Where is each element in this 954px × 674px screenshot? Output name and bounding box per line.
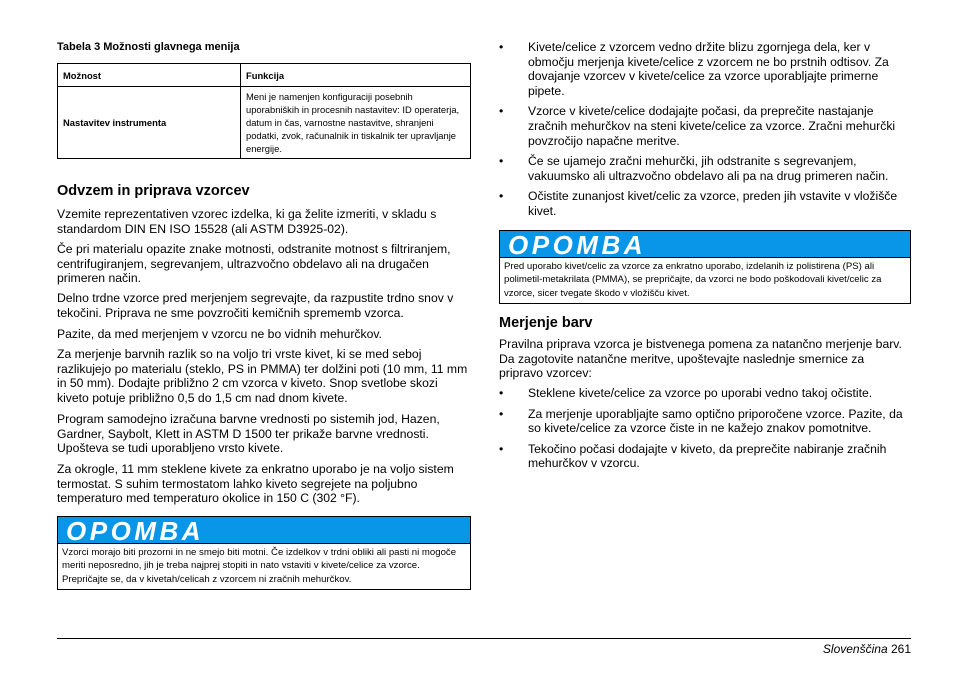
note-box: [57, 516, 471, 590]
main-menu-options-table: [57, 63, 471, 159]
list-item: • Kivete/celice z vzorcem vedno držite blizu zgornjega dela, ker v območju merjenja kivete/celice z vzorcem ne bo prstnih odtisov. Za dovajanje vzorcev v kivete/celice za vzorce uporabljajte primerne pipete.: [499, 40, 911, 98]
paragraph: Če pri materialu opazite znake motnosti, odstranite motnost s filtriranjem, centrifugiranjem, segrevanjem, ultrazvočno obdelavo ali na drugačen primeren način.: [57, 242, 451, 286]
column-header-function: Funkcija: [241, 64, 471, 87]
note-title: OPOMBA: [500, 231, 910, 258]
table-caption: Tabela 3 Možnosti glavnega menija: [57, 41, 240, 53]
list-item: • Vzorce v kivete/celice dodajajte počasi, da preprečite nastajanje zračnih mehurčkov na steni kivete/celice za vzorce. Zračni mehurčki povzročijo napačne meritve.: [499, 104, 911, 148]
list-item: • Če se ujamejo zračni mehurčki, jih odstranite s segrevanjem, vakuumsko ali ultrazvočno obdelavo ali pa na drug primeren način.: [499, 154, 911, 183]
paragraph: Za merjenje barvnih razlik so na voljo tri vrste kivet, ki se med seboj razlikujejo po materialu (steklo, PS in PMMA) ter dolžini poti (10 mm, 11 mm in 50 mm). Dodajte približno 2 cm vzorca v kiveto. Snop svetlobe skozi kiveto potuje približno 0,5 do 1,5 cm nad dnom kivete.: [57, 347, 468, 405]
paragraph: Program samodejno izračuna barvne vrednosti po sistemih jod, Hazen, Gardner, Saybolt, Klett in ASTM D 1500 ter prikaže barvne vrednosti. Upošteva se tudi uporabljeno vrsto kivete.: [57, 412, 440, 456]
footer-divider: [57, 638, 911, 639]
page-footer: [823, 642, 911, 656]
list-item: • Steklene kivete/celice za vzorce po uporabi vedno takoj očistite.: [499, 386, 911, 401]
column-header-option: Možnost: [58, 64, 241, 87]
list-item: • Očistite zunanjost kivet/celic za vzorce, preden jih vstavite v vložišče kivet.: [499, 189, 911, 218]
bullet-list-handling: [499, 40, 911, 219]
list-item: • Tekočino počasi dodajajte v kiveto, da preprečite nabiranje zračnih mehurčkov v vzorcu.: [499, 442, 911, 471]
note-box: [499, 230, 911, 304]
paragraph: Pravilna priprava vzorca je bistvenega pomena za natančno merjenje barv. Da zagotovite natančne meritve, upoštevajte naslednje smernice za pripravo vzorcev:: [499, 337, 902, 381]
option-cell: Nastavitev instrumenta: [58, 87, 241, 159]
footer-language: Slovenščina: [822, 642, 888, 656]
list-item: • Za merjenje uporabljajte samo optično priporočene vzorce. Pazite, da so kivete/celice za vzorce čiste in ne kažejo znakov pomotnitve.: [499, 407, 911, 436]
note-text: Pred uporabo kivet/celic za vzorce za enkratno uporabo, izdelanih iz polistirena (PS) ali polimetil-metakrilata (PMMA), se prepričajte, da vzorci ne bodo poškodovali kivet/celic za vzorce, sicer tvegate škodo v vložišču kivet.: [504, 261, 882, 299]
section-heading-color-measurement: Merjenje barv: [499, 315, 593, 331]
paragraph: Pazite, da med merjenjem v vzorcu ne bo vidnih mehurčkov.: [57, 327, 382, 341]
page-number: 261: [890, 642, 911, 656]
note-text: Vzorci morajo biti prozorni in ne smejo biti motni. Če izdelkov v trdni obliki ali pasti ni mogoče meriti neposredno, jih je treba najprej stopiti in nato vstaviti v kivete/celice za vzorce. Prepričajte se, da v kivetah/celicah z vzorcem ni zračnih mehurčkov.: [62, 547, 457, 585]
note-title: OPOMBA: [58, 517, 470, 544]
bullet-list-guidelines: [499, 386, 911, 471]
paragraph: Za okrogle, 11 mm steklene kivete za enkratno uporabo je na voljo sistem termostat. S suhim termostatom lahko kiveto segrejete na poljubno temperaturo med temperaturo okolice in 150 C (302 °F).: [57, 462, 454, 506]
table-row: [58, 87, 471, 159]
section-heading-sampling: Odvzem in priprava vzorcev: [57, 183, 250, 199]
paragraph: Vzemite reprezentativen vzorec izdelka, ki ga želite izmeriti, v skladu s standardom DIN EN ISO 15528 (ali ASTM D3925-02).: [57, 207, 437, 236]
paragraph: Delno trdne vzorce pred merjenjem segrevajte, da razpustite trdno snov v tekočini. Priprava ne sme povzročiti kemičnih sprememb vzorca.: [57, 291, 454, 320]
table-header-row: [58, 64, 471, 87]
function-cell: Meni je namenjen konfiguraciji posebnih uporabniških in procesnih nastavitev: ID operaterja, datum in čas, varnostne nastavitve, shranjeni podatki, zvok, računalnik in tiskalnik ter upravljanje energije.: [241, 87, 471, 159]
